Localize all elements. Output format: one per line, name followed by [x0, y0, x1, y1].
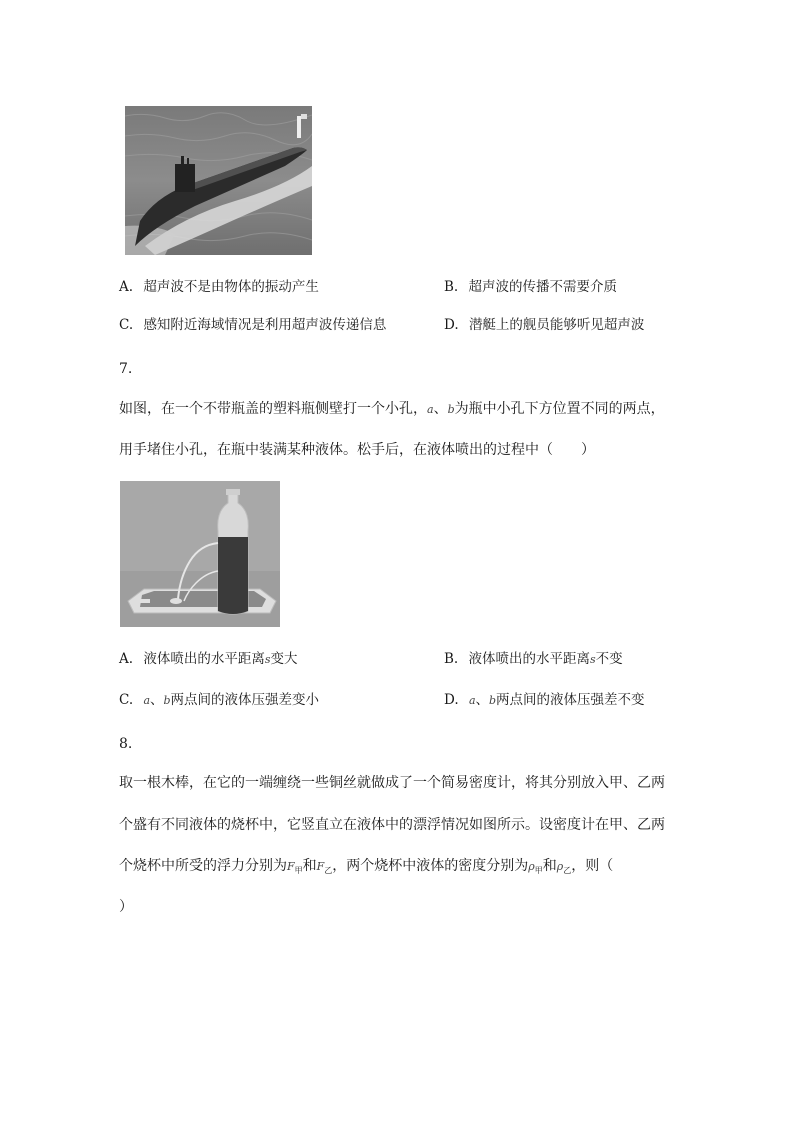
option-letter: A.	[119, 279, 134, 295]
q8-stem-line2: 个盛有不同液体的烧杯中，它竖直立在液体中的漂浮情况如图所示。设密度计在甲、乙两	[119, 817, 665, 833]
option-letter: D.	[444, 317, 459, 333]
q6-option-d	[444, 316, 644, 334]
q6-option-c	[119, 316, 386, 334]
q7-option-d: D. a、b两点间的液体压强差不变	[444, 692, 645, 708]
bottle-tray-photo	[120, 481, 280, 627]
var-s: s	[264, 653, 271, 666]
option-text: 超声波不是由物体的振动产生	[143, 279, 319, 295]
option-text: 超声波的传播不需要介质	[468, 279, 618, 295]
q6-option-a	[119, 278, 319, 296]
q6-option-b	[444, 278, 617, 296]
var-b: b	[447, 403, 455, 416]
option-text: 潜艇上的舰员能够听见超声波	[468, 317, 645, 333]
q7-stem-line1: 如图，在一个不带瓶盖的塑料瓶侧壁打一个小孔，a、b为瓶中小孔下方位置不同的两点，	[119, 401, 665, 417]
q7-option-c: C. a、b两点间的液体压强差变小	[119, 692, 320, 708]
q8-stem-line3: 个烧杯中所受的浮力分别为$F_甲$和$F_乙$，两个烧杯中液体的密度分别为$\rho_甲$和$\rho_乙$，则（	[119, 858, 614, 875]
option-letter: C.	[119, 317, 134, 333]
submarine-photo	[125, 106, 312, 255]
option-text: 感知附近海域情况是利用超声波传递信息	[143, 317, 387, 333]
q7-option-a: A. 液体喷出的水平距离s变大	[119, 651, 298, 667]
q7-number: 7.	[119, 361, 133, 377]
var-a: a	[427, 403, 434, 416]
q8-stem-line4: ）	[119, 899, 133, 915]
var-s: s	[590, 653, 596, 666]
q7-stem-line2: 用手堵住小孔，在瓶中装满某种液体。松手后，在液体喷出的过程中（ ）	[119, 442, 595, 458]
q8-number: 8.	[119, 736, 133, 752]
option-letter: B.	[444, 279, 459, 295]
q7-option-b: B. 液体喷出的水平距离s不变	[444, 651, 623, 667]
q8-stem-line1: 取一根木棒，在它的一端缠绕一些铜丝就做成了一个简易密度计，将其分别放入甲、乙两	[119, 775, 665, 791]
